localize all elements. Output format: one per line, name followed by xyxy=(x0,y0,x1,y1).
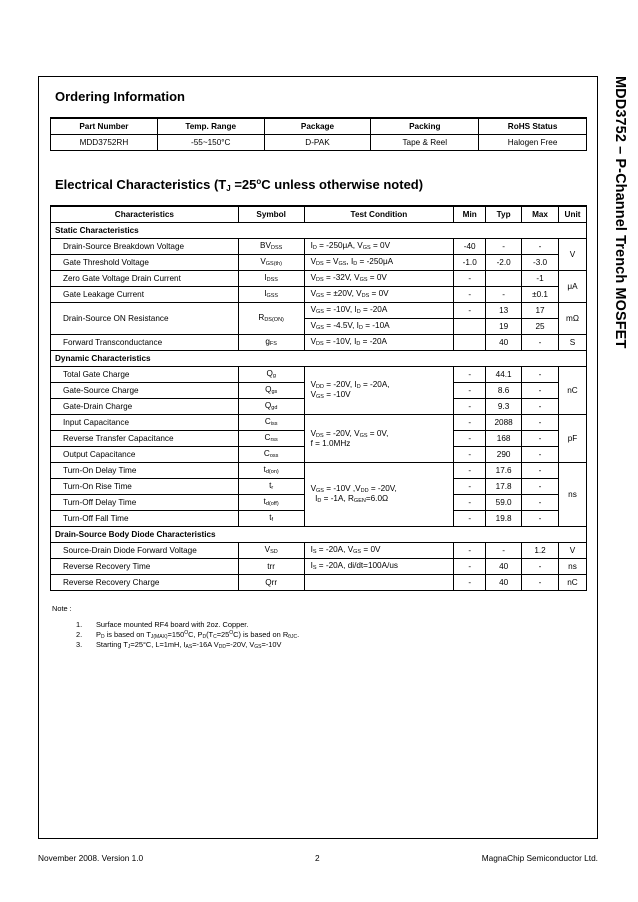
notes-heading: Note : xyxy=(52,604,72,613)
electrical-header-row xyxy=(51,206,587,222)
cell-max: - xyxy=(522,430,559,446)
note-item: 1. Surface mounted RF4 board with 2oz. Copper. xyxy=(76,620,249,629)
cell-min: - xyxy=(454,414,486,430)
cell-max: - xyxy=(522,238,559,254)
cell-sym: $I_{GSS}$ xyxy=(238,286,304,302)
cell-max: - xyxy=(522,414,559,430)
switching-condition: $V_{GS} = -10V$ $,V_{DD} = -20V$, $I_D = -1A$, $R_{GEN}=6.0\Omega$ xyxy=(304,462,454,526)
ordering-header-row xyxy=(51,118,587,134)
cell-name: Gate Leakage Current xyxy=(51,286,239,302)
cell-sym: $Q_{gd}$ xyxy=(238,398,304,414)
unit-cell: S xyxy=(558,334,586,350)
notes xyxy=(52,604,300,650)
cell-max: - xyxy=(522,446,559,462)
cell-name: Reverse Recovery Charge xyxy=(51,574,239,590)
header-cell: Package xyxy=(264,118,371,134)
table-row xyxy=(51,558,587,574)
cell-max: 25 xyxy=(522,318,559,334)
unit-cell: ns xyxy=(558,462,586,526)
cell-typ: - xyxy=(486,542,522,558)
cell-max: -3.0 xyxy=(522,254,559,270)
ordering-table xyxy=(50,117,587,151)
cell-min: -40 xyxy=(454,238,486,254)
cell-unit: V xyxy=(558,542,586,558)
cell-min: - xyxy=(454,398,486,414)
cell-typ: 9.3 xyxy=(486,398,522,414)
cell-sym: trr xyxy=(238,558,304,574)
cell-unit: nC xyxy=(558,574,586,590)
cell-max: -1 xyxy=(522,270,559,286)
cell-typ: 19 xyxy=(486,318,522,334)
header-cell: Min xyxy=(454,206,486,222)
cell-sym: $V_{GS(th)}$ xyxy=(238,254,304,270)
unit-cell: μA xyxy=(558,270,586,302)
cell-min: - xyxy=(454,366,486,382)
cell-min: - xyxy=(454,270,486,286)
cell-max: - xyxy=(522,478,559,494)
cell-typ: - xyxy=(486,238,522,254)
cell-max: 17 xyxy=(522,302,559,318)
temp-range: -55~150°C xyxy=(157,134,264,150)
unit-cell: V xyxy=(558,238,586,270)
unit-cell: nC xyxy=(558,366,586,414)
cell-sym: $C_{oss}$ xyxy=(238,446,304,462)
cell-typ: 40 xyxy=(486,558,522,574)
table-row xyxy=(51,334,587,350)
cell-min: - xyxy=(454,462,486,478)
header-cell: Unit xyxy=(558,206,586,222)
cell-max: - xyxy=(522,382,559,398)
cell-sym: $C_{rss}$ xyxy=(238,430,304,446)
cell-name: Output Capacitance xyxy=(51,446,239,462)
electrical-table xyxy=(50,205,587,591)
header-cell: RoHS Status xyxy=(479,118,587,134)
table-row xyxy=(51,238,587,254)
cell-max: - xyxy=(522,558,559,574)
group-row xyxy=(51,222,587,238)
cell-max: - xyxy=(522,366,559,382)
cell-name: Gate Threshold Voltage xyxy=(51,254,239,270)
table-row xyxy=(51,366,587,382)
cell-max: - xyxy=(522,510,559,526)
capacitance-condition: $V_{DS} = -20V$, $V_{GS} = 0V$, f = 1.0MHz xyxy=(304,414,454,462)
cell-name: Forward Transconductance xyxy=(51,334,239,350)
ordering-title: Ordering Information xyxy=(55,89,185,104)
cell-name: Turn-On Rise Time xyxy=(51,478,239,494)
group-row xyxy=(51,526,587,542)
cell-typ: 19.8 xyxy=(486,510,522,526)
cell-name: Drain-Source Breakdown Voltage xyxy=(51,238,239,254)
cell-sym: $V_{SD}$ xyxy=(238,542,304,558)
cell-name: Input Capacitance xyxy=(51,414,239,430)
part-number: MDD3752RH xyxy=(51,134,158,150)
cell-typ: 8.6 xyxy=(486,382,522,398)
group-row xyxy=(51,350,587,366)
cell-name: Total Gate Charge xyxy=(51,366,239,382)
cell-typ: 2088 xyxy=(486,414,522,430)
cell-typ: -2.0 xyxy=(486,254,522,270)
cell-min: - xyxy=(454,446,486,462)
header-cell: Test Condition xyxy=(304,206,454,222)
cell-min: - xyxy=(454,478,486,494)
cell-min: - xyxy=(454,302,486,318)
cell-max: - xyxy=(522,494,559,510)
cell-sym: $BV_{DSS}$ xyxy=(238,238,304,254)
cell-cond: $I_S = -20A$, di/dt=100A/us xyxy=(304,558,454,574)
table-row xyxy=(51,414,587,430)
unit-cell: mΩ xyxy=(558,302,586,334)
cell-max: 1.2 xyxy=(522,542,559,558)
cell-name: Turn-Off Delay Time xyxy=(51,494,239,510)
cell-cond: $V_{GS} = -4.5V$, $I_D = -10A$ xyxy=(304,318,454,334)
cell-sym: $g_{FS}$ xyxy=(238,334,304,350)
cell-sym: $t_{d(off)}$ xyxy=(238,494,304,510)
table-row xyxy=(51,462,587,478)
header-cell: Part Number xyxy=(51,118,158,134)
group-dynamic: Dynamic Characteristics xyxy=(51,350,587,366)
cell-min: - xyxy=(454,510,486,526)
cell-typ: 168 xyxy=(486,430,522,446)
cell-typ: 17.6 xyxy=(486,462,522,478)
rohs-status: Halogen Free xyxy=(479,134,587,150)
cell-min: - xyxy=(454,558,486,574)
header-cell: Temp. Range xyxy=(157,118,264,134)
table-row xyxy=(51,270,587,286)
cell-min: - xyxy=(454,382,486,398)
cell-sym: $I_{DSS}$ xyxy=(238,270,304,286)
header-cell: Typ xyxy=(486,206,522,222)
cell-cond: $V_{DS} = -32V$, $V_{GS} = 0V$ xyxy=(304,270,454,286)
cell-min: - xyxy=(454,286,486,302)
cell-min: - xyxy=(454,574,486,590)
table-row xyxy=(51,542,587,558)
cell-name: Zero Gate Voltage Drain Current xyxy=(51,270,239,286)
cell-cond: $I_D = -250\mu A$, $V_{GS} = 0V$ xyxy=(304,238,454,254)
header-cell: Characteristics xyxy=(51,206,239,222)
cell-sym: $R_{DS(ON)}$ xyxy=(238,302,304,334)
cell-typ xyxy=(486,270,522,286)
cell-typ: 13 xyxy=(486,302,522,318)
cell-max: - xyxy=(522,462,559,478)
footer-company: MagnaChip Semiconductor Ltd. xyxy=(481,853,598,863)
cell-name: Source-Drain Diode Forward Voltage xyxy=(51,542,239,558)
cell-min: - xyxy=(454,542,486,558)
cell-name: Turn-Off Fall Time xyxy=(51,510,239,526)
cell-min xyxy=(454,334,486,350)
cell-sym: $Q_{gs}$ xyxy=(238,382,304,398)
table-row xyxy=(51,254,587,270)
header-cell: Packing xyxy=(371,118,479,134)
cell-typ: 40 xyxy=(486,334,522,350)
cell-min: -1.0 xyxy=(454,254,486,270)
cell-sym: $t_{d(on)}$ xyxy=(238,462,304,478)
header-cell: Max xyxy=(522,206,559,222)
cell-name: Reverse Transfer Capacitance xyxy=(51,430,239,446)
charge-condition: $V_{DD} = -20V$, $I_D = -20A$, $V_{GS} = -10V$ xyxy=(304,366,454,414)
cell-cond: $I_S = -20A$, $V_{GS} = 0V$ xyxy=(304,542,454,558)
cell-typ: 59.0 xyxy=(486,494,522,510)
cell-typ: 17.8 xyxy=(486,478,522,494)
cell-name: Gate-Drain Charge xyxy=(51,398,239,414)
note-item: 2. $P_D$ is based on $T_{J(MAX)}=150^OC$, $P_D(T_C=25^OC)$ is based on $R_{\theta JC}$. xyxy=(76,630,300,640)
unit-cell: pF xyxy=(558,414,586,462)
note-item: 3. Starting $T_J=25^\circ C$, L=1mH, $I_{AS}=-16A$ $V_{DD}=-20V$, $V_{GS}=-10V$ xyxy=(76,640,282,650)
cell-max: - xyxy=(522,398,559,414)
cell-sym: Qrr xyxy=(238,574,304,590)
cell-sym: $C_{iss}$ xyxy=(238,414,304,430)
cell-unit: ns xyxy=(558,558,586,574)
cell-max: ±0.1 xyxy=(522,286,559,302)
cell-sym: $Q_g$ xyxy=(238,366,304,382)
package: D-PAK xyxy=(264,134,371,150)
cell-cond: $V_{DS} = -10V$, $I_D = -20A$ xyxy=(304,334,454,350)
footer-date: November 2008. Version 1.0 xyxy=(38,853,144,863)
cell-sym: $t_f$ xyxy=(238,510,304,526)
cell-typ: 44.1 xyxy=(486,366,522,382)
cell-cond: $V_{GS} = -10V$, $I_D = -20A$ xyxy=(304,302,454,318)
cell-name: Reverse Recovery Time xyxy=(51,558,239,574)
cell-typ: - xyxy=(486,286,522,302)
cell-name: Drain-Source ON Resistance xyxy=(51,302,239,334)
cell-cond: $V_{GS} = \pm 20V$, $V_{DS} = 0V$ xyxy=(304,286,454,302)
cell-name: Turn-On Delay Time xyxy=(51,462,239,478)
cell-max: - xyxy=(522,574,559,590)
table-row xyxy=(51,302,587,318)
packing: Tape & Reel xyxy=(371,134,479,150)
electrical-title: Electrical Characteristics ($T_J =25^oC$ unless otherwise noted) xyxy=(55,177,424,193)
cell-min: - xyxy=(454,430,486,446)
group-body-diode: Drain-Source Body Diode Characteristics xyxy=(51,526,587,542)
header-cell: Symbol xyxy=(238,206,304,222)
cell-max: - xyxy=(522,334,559,350)
cell-sym: $t_r$ xyxy=(238,478,304,494)
table-row xyxy=(51,286,587,302)
table-row xyxy=(51,574,587,590)
cell-typ: 40 xyxy=(486,574,522,590)
table-row xyxy=(51,134,587,150)
cell-name: Gate-Source Charge xyxy=(51,382,239,398)
group-static: Static Characteristics xyxy=(51,222,587,238)
cell-typ: 290 xyxy=(486,446,522,462)
side-title: MDD3752 – P-Channel Trench MOSFET xyxy=(612,76,628,349)
page-number: 2 xyxy=(315,853,320,863)
cell-min: - xyxy=(454,494,486,510)
cell-cond: $V_{DS} = V_{GS}$, $I_D = -250\mu A$ xyxy=(304,254,454,270)
